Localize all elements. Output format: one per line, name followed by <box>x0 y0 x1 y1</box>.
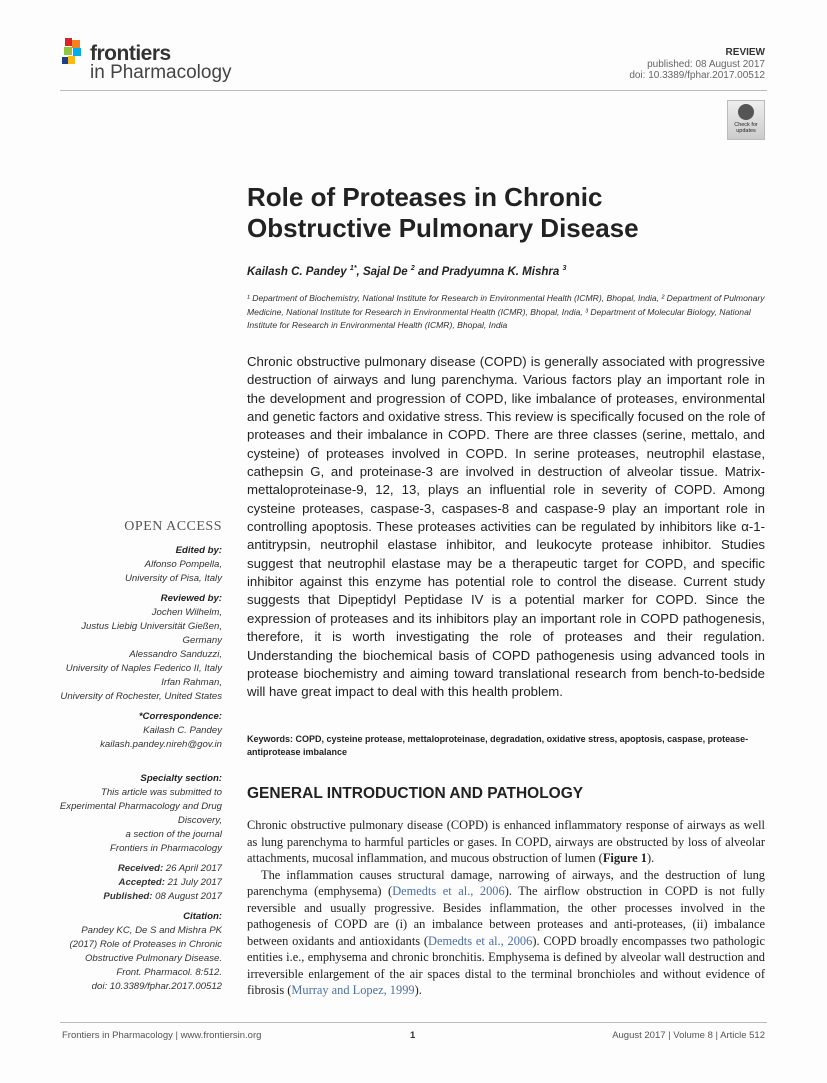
author[interactable]: Pradyumna K. Mishra <box>441 265 560 278</box>
value: 26 April 2017 <box>163 863 222 874</box>
affiliations: ¹ Department of Biochemistry, National Institute for Research in Environmental Health (ICMR), Bhopal, India, ² Department of Pulmonary Medicine, National Institute for Research in Environmental Health (ICMR), Bhopal, India, ³ Department of Molecular Biology, National Institute for Research in Environmental Health (ICMR), Bhopal, India <box>247 293 765 330</box>
check-for-updates-button[interactable] <box>727 100 765 140</box>
page-number: 1 <box>410 1030 416 1041</box>
value: 08 August 2017 <box>152 891 222 902</box>
citation: (2017) Role of Proteases in Chronic <box>69 939 222 950</box>
published <box>42 890 222 904</box>
paragraph <box>247 817 765 867</box>
correspondent: Kailash C. Pandey <box>143 725 222 736</box>
sidebar <box>42 520 222 994</box>
title-line: Obstructive Pulmonary Disease <box>247 213 639 243</box>
citation-link[interactable]: Murray and Lopez, 1999 <box>291 983 415 997</box>
check-updates-label: Check for updates <box>734 122 758 134</box>
text: ). <box>646 851 655 865</box>
accepted <box>42 876 222 890</box>
label: Accepted: <box>118 877 165 888</box>
reviewer: Jochen Wilhelm, <box>151 607 222 618</box>
value: 21 July 2017 <box>164 877 222 888</box>
author-sup: 1* <box>349 265 357 272</box>
citation-label: Citation: <box>183 911 222 922</box>
article-title <box>247 182 639 244</box>
specialty-label: Specialty section: <box>140 773 222 784</box>
figure-link[interactable]: Figure 1 <box>602 851 647 865</box>
citation: Obstructive Pulmonary Disease. <box>84 953 222 964</box>
reviewed-by-label: Reviewed by: <box>160 593 222 604</box>
sep: , <box>356 265 363 278</box>
label: Received: <box>117 863 164 874</box>
bookmark-icon <box>738 104 754 120</box>
sep: and <box>414 265 442 278</box>
author-sup: 2 <box>410 265 415 272</box>
specialty: This article was submitted to <box>100 787 222 798</box>
journal-logo-text: frontiers <box>90 42 171 65</box>
reviewer: University of Rochester, United States <box>60 691 222 702</box>
author-sup: 3 <box>562 265 567 272</box>
citation: Pandey KC, De S and Mishra PK <box>81 925 222 936</box>
keywords-list: COPD, cysteine protease, mettaloproteinase, degradation, oxidative stress, apoptosis, caspase, protease-antiprotease imbalance <box>247 734 749 757</box>
reviewer: University of Naples Federico II, Italy <box>65 663 222 674</box>
specialty: Experimental Pharmacology and Drug <box>59 801 222 812</box>
author[interactable]: Kailash C. Pandey <box>247 265 347 278</box>
title-line: Role of Proteases in Chronic <box>247 182 603 212</box>
citation: doi: 10.3389/fphar.2017.00512 <box>91 981 222 992</box>
editor: Alfonso Pompella, <box>144 559 222 570</box>
citation-link[interactable]: Demedts et al., 2006 <box>392 884 505 898</box>
email-link[interactable]: kailash.pandey.nireh@gov.in <box>100 739 222 750</box>
text: The inflammation causes structural damage, narrowing of airways, and the destruction of lung parenchyma (emphysema) ( <box>247 867 765 898</box>
text: ). <box>414 983 422 997</box>
section-heading: GENERAL INTRODUCTION AND PATHOLOGY <box>247 785 584 802</box>
citation: Front. Pharmacol. 8:512. <box>116 967 222 978</box>
editor-affil: University of Pisa, Italy <box>124 573 222 584</box>
reviewer: Justus Liebig Universität Gießen, <box>81 621 222 632</box>
footer-divider <box>60 1022 767 1023</box>
published-date: published: 08 August 2017 <box>647 58 765 70</box>
article-meta <box>629 47 765 82</box>
doi-link[interactable]: doi: 10.3389/fphar.2017.00512 <box>629 70 765 81</box>
reviewer: Germany <box>182 635 222 646</box>
citation-link[interactable]: Demedts et al., 2006 <box>428 933 533 948</box>
correspondence-label: *Correspondence: <box>138 711 222 722</box>
footer-issue: August 2017 | Volume 8 | Article 512 <box>612 1030 765 1041</box>
specialty: a section of the journal <box>125 829 222 840</box>
text: ). The airflow obstruction in COPD is not fully reversible and usually progressive. Besides inflammation, the other processes involved in the pathogenesis of COPD are (i) an imbalance between proteases and anti-proteases, (ii) imbalance between oxidants and antioxidants ( <box>247 884 765 948</box>
article-type: REVIEW <box>725 47 765 58</box>
abstract: Chronic obstructive pulmonary disease (COPD) is generally associated with progressive destruction of airways and lung parenchyma. Various factors play an important role in the development and progression of COPD, like imbalance of proteases, environmental and genetic factors and oxidative stress. This review is specifically focused on the role of proteases and their imbalance in COPD. There are three classes (serine, mettalo, and cysteine) of proteases involved in COPD. In serine proteases, neutrophil elastase, cathepsin G, and proteinase-3 are involved in destruction of alveolar tissue. Matrix-mettaloproteinase-9, 12, 13, plays an influential role in severity of COPD. Among cysteine proteases, caspase-3, caspases-8 and caspase-9 play an important role in controlling apoptosis. These proteases activities can be regulated by inhibitors like α-1-antitrypsin, neutrophil elastase inhibitor, and leukocyte protease inhibitor. Studies suggest that neutrophil elastase may be a therapeutic target for COPD, and specific inhibitor against this enzyme has potential role to control the disease. Current study suggests that Dipeptidyl Peptidase IV is a potential marker for COPD. Since the expression of proteases and its inhibitors play an important role in COPD pathogenesis, therefore, it is worth investigating the role of proteases and their regulation. Understanding the biochemical basis of COPD pathogenesis using advanced tools in protease biochemistry and aiming toward translational research from bench-to-bedside will have great impact to deal with this health problem. <box>247 354 765 700</box>
open-access-label: OPEN ACCESS <box>124 519 222 534</box>
specialty: Frontiers in Pharmacology <box>110 843 222 854</box>
footer-journal-link[interactable]: Frontiers in Pharmacology | www.frontiersin.org <box>62 1030 262 1041</box>
keywords-label: Keywords: <box>247 734 294 744</box>
paragraph <box>247 867 765 999</box>
specialty: Discovery, <box>177 815 222 826</box>
journal-name: in Pharmacology <box>90 62 232 83</box>
body-text <box>247 817 765 999</box>
author-list <box>247 265 566 278</box>
header-divider <box>60 90 767 91</box>
keywords <box>247 733 765 759</box>
author[interactable]: Sajal De <box>362 265 408 278</box>
frontiers-logo-icon <box>62 38 86 66</box>
reviewer: Irfan Rahman, <box>161 677 222 688</box>
text: Chronic obstructive pulmonary disease (COPD) is enhanced inflammatory response of airways as well as lung parenchyma to harmful particles or gases. In COPD, airways are obstructed by loss of alveolar attachments, mucosal inflammation, and mucous obstruction of lumen ( <box>247 818 765 865</box>
text: ). COPD broadly encompasses two pathologic entities i.e., emphysema and chronic bronchitis. Emphysema is defined by alveolar wall destruction and irreversible enlargement of the air spaces distal to the terminal bronchioles and without evidence of fibrosis ( <box>247 933 765 997</box>
label: Published: <box>103 891 153 902</box>
reviewer: Alessandro Sanduzzi, <box>129 649 222 660</box>
received <box>42 862 222 876</box>
edited-by-label: Edited by: <box>175 545 222 556</box>
